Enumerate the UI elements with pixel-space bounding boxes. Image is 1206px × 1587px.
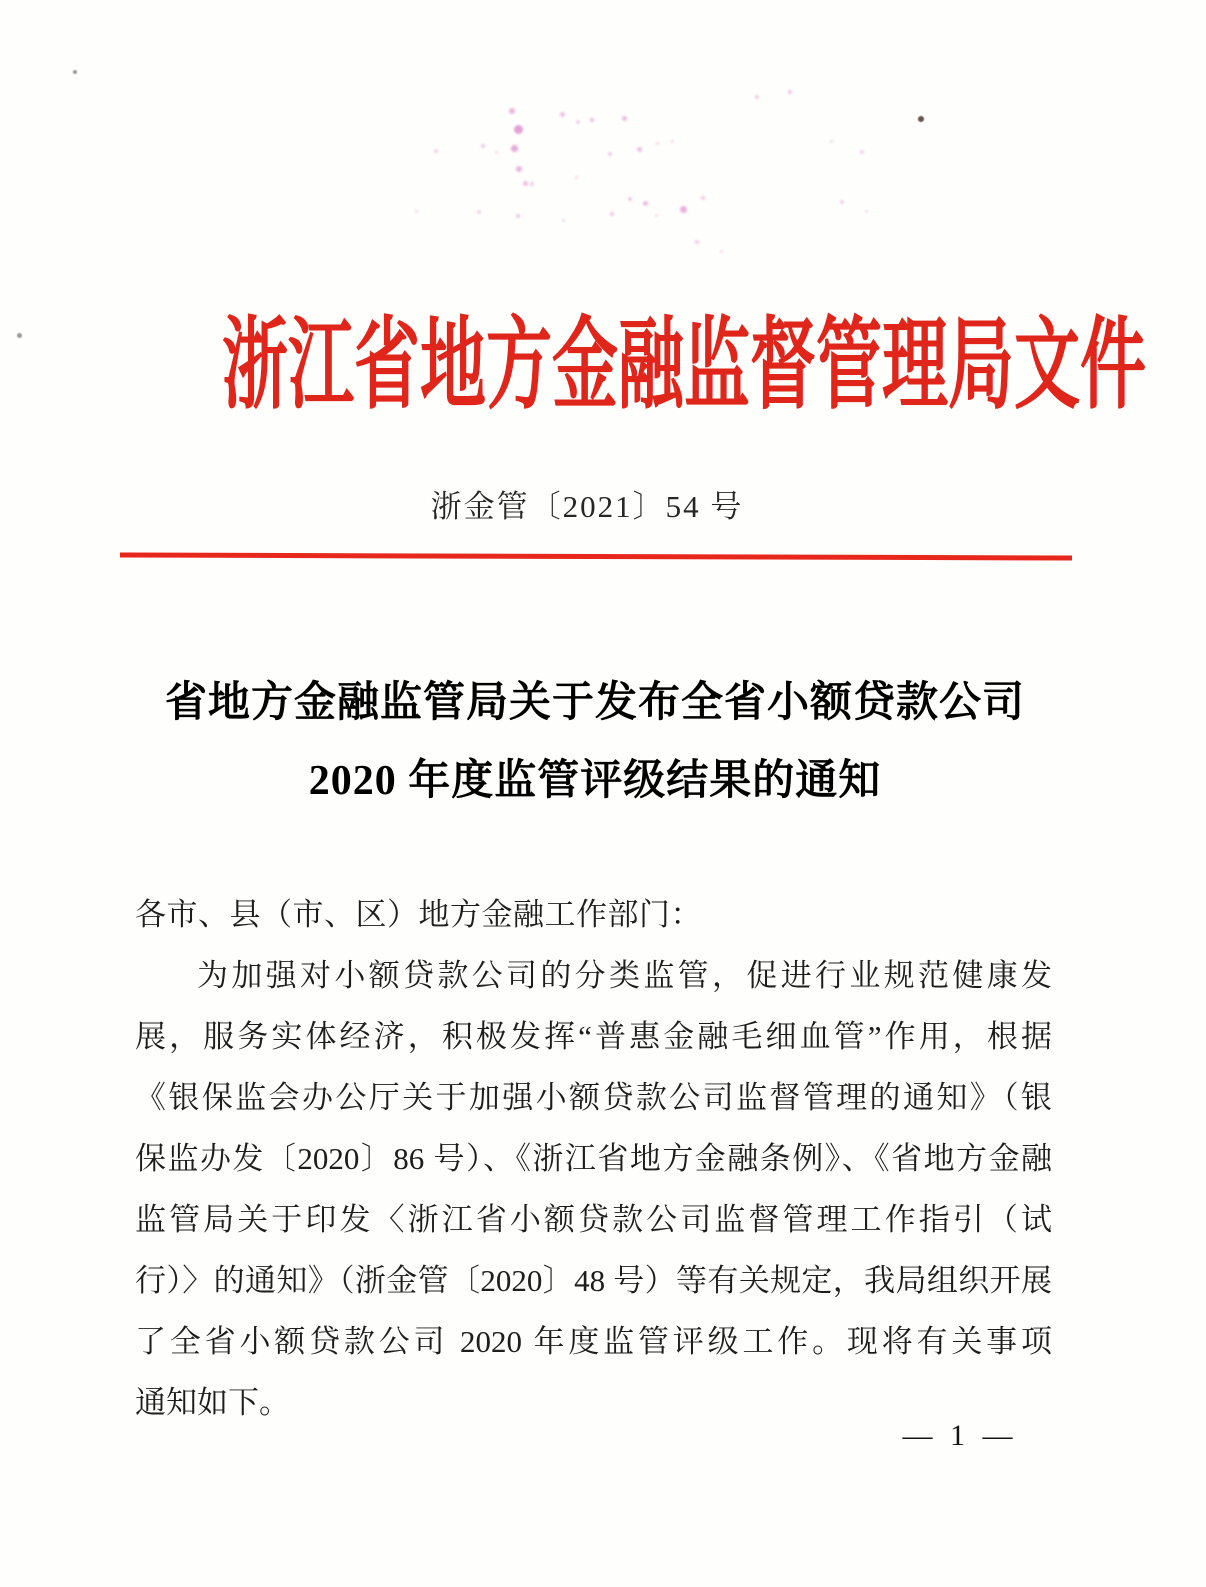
- scan-speck: [840, 200, 844, 204]
- document-title-line2: 2020 年度监管评级结果的通知: [308, 758, 882, 804]
- scan-speck: [755, 95, 759, 99]
- scan-speck: [788, 90, 792, 94]
- scan-speck: [560, 112, 565, 117]
- body-line: 行）〉的通知》（浙金管〔2020〕48 号）等有关规定，我局组织开展: [135, 1263, 1052, 1298]
- body-line: 保监办发〔2020〕86 号）、《浙江省地方金融条例》、《省地方金融: [135, 1141, 1052, 1176]
- scan-speck: [434, 149, 438, 153]
- scan-speck: [514, 125, 523, 134]
- scan-speck: [495, 151, 498, 154]
- document-title: [120, 664, 1070, 820]
- letterhead-title: 浙江省地方金融监督管理局文件: [221, 310, 1146, 421]
- scan-speck: [608, 152, 612, 156]
- scan-speck: [415, 210, 418, 213]
- body-line: 为加强对小额贷款公司的分类监管，促进行业规范健康发: [197, 958, 1052, 993]
- scan-speck: [523, 181, 528, 186]
- scan-speck: [575, 176, 578, 179]
- scan-speck: [918, 116, 924, 122]
- document-body: [135, 884, 1052, 1433]
- scan-speck: [701, 196, 705, 200]
- body-line: 了全省小额贷款公司 2020 年度监管评级工作。现将有关事项: [135, 1324, 1052, 1359]
- letterhead: [0, 310, 1190, 422]
- red-divider-line: [120, 553, 1072, 561]
- scan-artifacts: [0, 0, 1206, 300]
- body-line: 监管局关于印发〈浙江省小额贷款公司监督管理工作指引（试: [135, 1202, 1052, 1237]
- scan-speck: [656, 142, 659, 145]
- document-title-line1: 省地方金融监管局关于发布全省小额贷款公司: [164, 680, 1025, 726]
- scan-speck: [610, 212, 614, 216]
- scan-speck: [509, 108, 515, 114]
- scan-speck: [655, 214, 658, 217]
- body-line: 展，服务实体经济，积极发挥“普惠金融毛细血管”作用，根据: [135, 1019, 1052, 1054]
- scan-speck: [680, 206, 687, 213]
- scan-speck: [671, 140, 674, 143]
- scan-speck: [516, 166, 522, 172]
- scan-speck: [481, 144, 485, 148]
- body-line: 《银保监会办公厅关于加强小额贷款公司监督管理的通知》（银: [135, 1080, 1052, 1115]
- scan-speck: [530, 182, 534, 186]
- scan-speck: [830, 140, 833, 143]
- scan-speck: [628, 197, 632, 201]
- scan-speck: [477, 210, 481, 214]
- scan-speck: [643, 201, 648, 206]
- scan-speck: [860, 150, 864, 154]
- scan-speck: [637, 147, 642, 152]
- document-number: 浙金管〔2021〕54 号: [430, 489, 744, 524]
- salutation: 各市、县（市、区）地方金融工作部门：: [135, 897, 702, 932]
- scan-speck: [695, 240, 699, 244]
- scan-speck: [865, 210, 868, 213]
- body-line: 通知如下。: [135, 1385, 290, 1420]
- scan-speck: [73, 70, 77, 74]
- scan-speck: [562, 219, 565, 222]
- scan-speck: [720, 250, 723, 253]
- page-number: — 1 —: [902, 1419, 1018, 1452]
- scan-speck: [590, 118, 594, 122]
- scan-speck: [516, 214, 520, 218]
- scan-speck: [622, 116, 627, 121]
- scan-speck: [576, 120, 580, 124]
- scan-speck: [511, 145, 518, 152]
